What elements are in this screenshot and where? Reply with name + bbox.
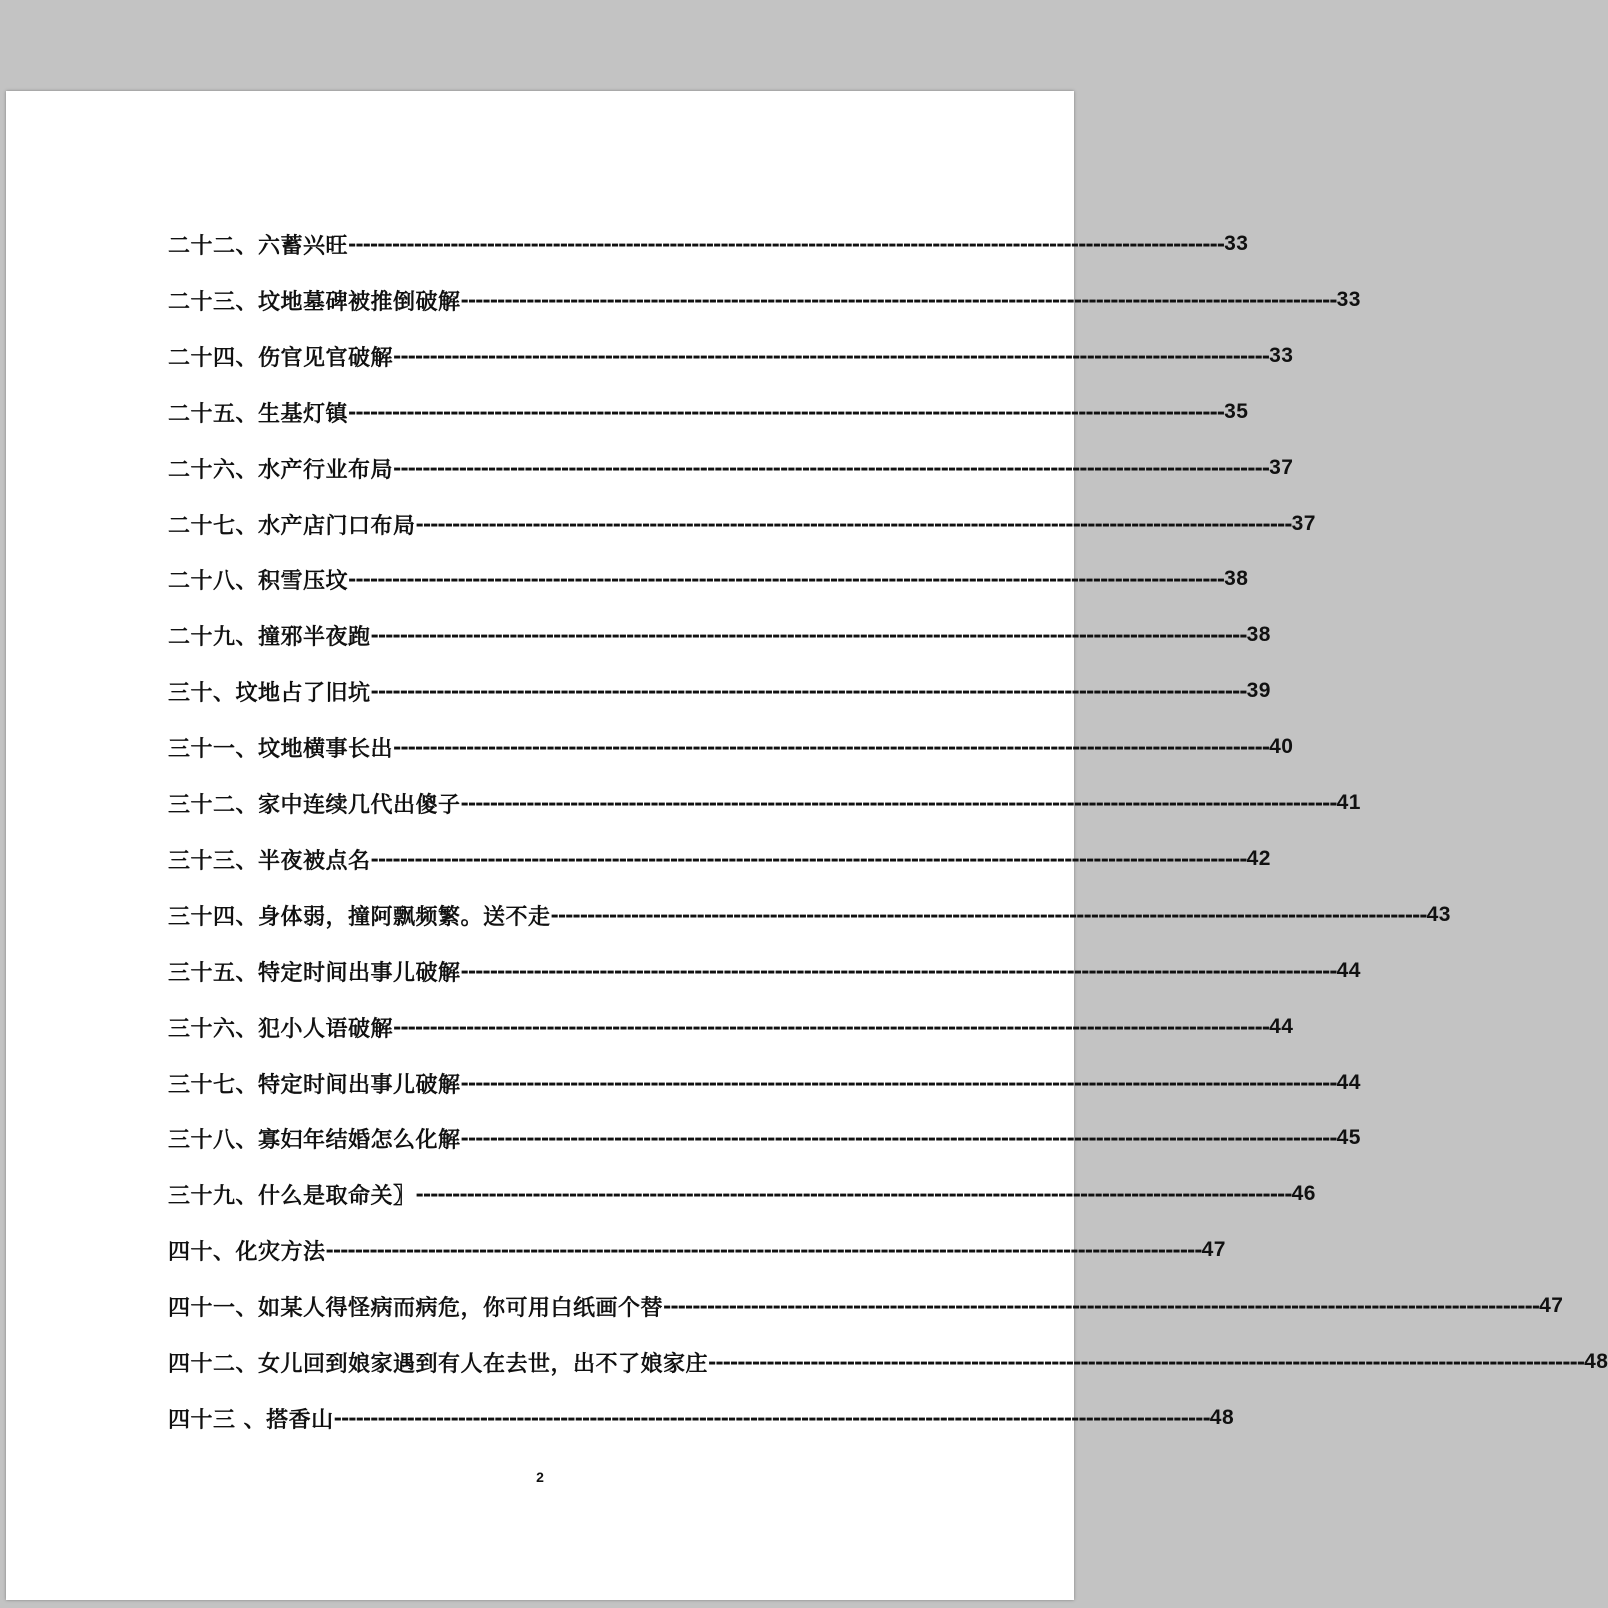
toc-entry[interactable] [168,1068,1361,1098]
toc-entry-page-number: 37 [1269,456,1294,479]
toc-entry[interactable] [168,341,1294,371]
toc-entry-page-number: 33 [1224,232,1249,255]
toc-entry-leader: ------------------------------------------------------------------------------------------------------------------------ [348,400,1225,424]
toc-entry-page-number: 48 [1584,1350,1608,1373]
toc-entry[interactable] [168,229,1249,259]
toc-entry-title: 三十五、特定时间出事儿破解 [168,960,461,986]
toc-entry-title: 三十八、寡妇年结婚怎么化解 [168,1127,461,1153]
toc-entry-title: 二十九、撞邪半夜跑 [168,624,371,650]
toc-entry-leader: ------------------------------------------------------------------------------------------------------------------------ [325,1238,1202,1262]
toc-entry-leader: ------------------------------------------------------------------------------------------------------------------------ [370,847,1247,871]
toc-entry-leader: ------------------------------------------------------------------------------------------------------------------------ [708,1350,1585,1374]
toc-entry-leader: ------------------------------------------------------------------------------------------------------------------------ [460,1126,1337,1150]
toc-entry-title: 二十八、积雪压坟 [168,568,349,594]
toc-entry[interactable] [168,1123,1361,1153]
toc-entry-page-number: 42 [1246,847,1271,870]
toc-entry-title: 二十二、六蓄兴旺 [168,233,349,259]
toc-entry-page-number: 38 [1224,567,1249,590]
toc-entry-leader: ------------------------------------------------------------------------------------------------------------------------ [393,1015,1270,1039]
toc-entry-page-number: 48 [1209,1406,1235,1429]
toc-entry[interactable] [168,1291,1564,1321]
toc-entry[interactable] [168,285,1361,315]
toc-entry-page-number: 46 [1291,1182,1316,1205]
toc-entry-title: 三十二、家中连续几代出傻子 [168,792,461,818]
toc-entry-leader: ------------------------------------------------------------------------------------------------------------------------ [370,679,1247,703]
toc-entry-title: 三十、坟地占了旧坑 [168,680,371,706]
toc-entry[interactable] [168,900,1451,930]
toc-entry-page-number: 41 [1336,791,1361,814]
toc-entry[interactable] [168,676,1271,706]
toc-entry-leader: ------------------------------------------------------------------------------------------------------------------------ [393,735,1270,759]
toc-entry[interactable] [168,1179,1316,1209]
toc-entry-page-number: 44 [1336,959,1361,982]
toc-entry-page-number: 47 [1201,1238,1226,1261]
toc-entry-page-number: 33 [1336,288,1361,311]
toc-entry-title: 三十九、什么是取命关〗 [168,1183,416,1209]
toc-entry[interactable] [168,956,1361,986]
toc-entry[interactable] [168,844,1271,874]
toc-entry-title: 四十三 、搭香山 [168,1407,334,1433]
toc-entry-leader: ------------------------------------------------------------------------------------------------------------------------ [460,1071,1337,1095]
toc-entry-title: 三十一、坟地横事长出 [168,736,394,762]
toc-entry-page-number: 38 [1246,623,1271,646]
toc-entry-title: 二十四、伤官见官破解 [168,345,394,371]
toc-entry-leader: ------------------------------------------------------------------------------------------------------------------------ [415,1182,1292,1206]
page-number: 2 [536,1469,544,1485]
toc-entry[interactable] [168,564,1249,594]
toc-entry-page-number: 35 [1224,400,1249,423]
toc-entry-page-number: 37 [1291,512,1316,535]
toc-entry[interactable] [168,732,1294,762]
toc-entry[interactable] [168,397,1249,427]
toc-entry[interactable] [168,509,1316,539]
toc-entry[interactable] [168,620,1271,650]
toc-entry-title: 四十一、如某人得怪病而病危，你可用白纸画个替 [168,1295,664,1321]
toc-entry-title: 四十、化灾方法 [168,1239,326,1265]
toc-entry-leader: ------------------------------------------------------------------------------------------------------------------------ [348,232,1225,256]
toc-entry-page-number: 45 [1336,1126,1361,1149]
toc-entry-title: 二十五、生基灯镇 [168,401,349,427]
toc-entry-title: 二十六、水产行业布局 [168,457,394,483]
toc-entry-title: 二十三、坟地墓碑被推倒破解 [168,289,461,315]
toc-entry-page-number: 39 [1246,679,1271,702]
toc-entry-page-number: 33 [1269,344,1294,367]
toc-entry-leader: ------------------------------------------------------------------------------------------------------------------------ [460,959,1337,983]
toc-entry-leader: ------------------------------------------------------------------------------------------------------------------------ [460,791,1337,815]
toc-entry-leader: ------------------------------------------------------------------------------------------------------------------------ [663,1294,1540,1318]
toc-entry-leader: ------------------------------------------------------------------------------------------------------------------------ [333,1406,1210,1430]
toc-entry[interactable] [168,1403,1235,1433]
toc-entry-title: 三十四、身体弱，撞阿飘频繁。送不走 [168,904,551,930]
toc-entry[interactable] [168,453,1294,483]
toc-entry[interactable] [168,1012,1294,1042]
toc-entry-title: 三十七、特定时间出事儿破解 [168,1072,461,1098]
toc-entry[interactable] [168,1235,1226,1265]
toc-entry-page-number: 44 [1269,1015,1294,1038]
toc-entry-page-number: 44 [1336,1071,1361,1094]
toc-entry-title: 三十三、半夜被点名 [168,848,371,874]
toc-entry-title: 二十七、水产店门口布局 [168,513,416,539]
toc-entry[interactable] [168,1347,1608,1377]
toc-entry-title: 三十六、犯小人语破解 [168,1016,394,1042]
document-page [6,91,1608,1600]
toc-entry-page-number: 43 [1426,903,1451,926]
toc-entry-leader: ------------------------------------------------------------------------------------------------------------------------ [393,344,1270,368]
toc-entry-leader: ------------------------------------------------------------------------------------------------------------------------ [370,623,1247,647]
toc-entry-title: 四十二、女儿回到娘家遇到有人在去世，出不了娘家庄 [168,1351,709,1377]
toc-entry-page-number: 40 [1269,735,1294,758]
toc-entry-leader: ------------------------------------------------------------------------------------------------------------------------ [460,288,1337,312]
toc-entry[interactable] [168,788,1361,818]
toc-entry-leader: ------------------------------------------------------------------------------------------------------------------------ [348,567,1225,591]
toc-entry-page-number: 47 [1539,1294,1564,1317]
toc-entry-leader: ------------------------------------------------------------------------------------------------------------------------ [393,456,1270,480]
toc-entry-leader: ------------------------------------------------------------------------------------------------------------------------ [415,512,1292,536]
toc-entry-leader: ------------------------------------------------------------------------------------------------------------------------ [550,903,1427,927]
